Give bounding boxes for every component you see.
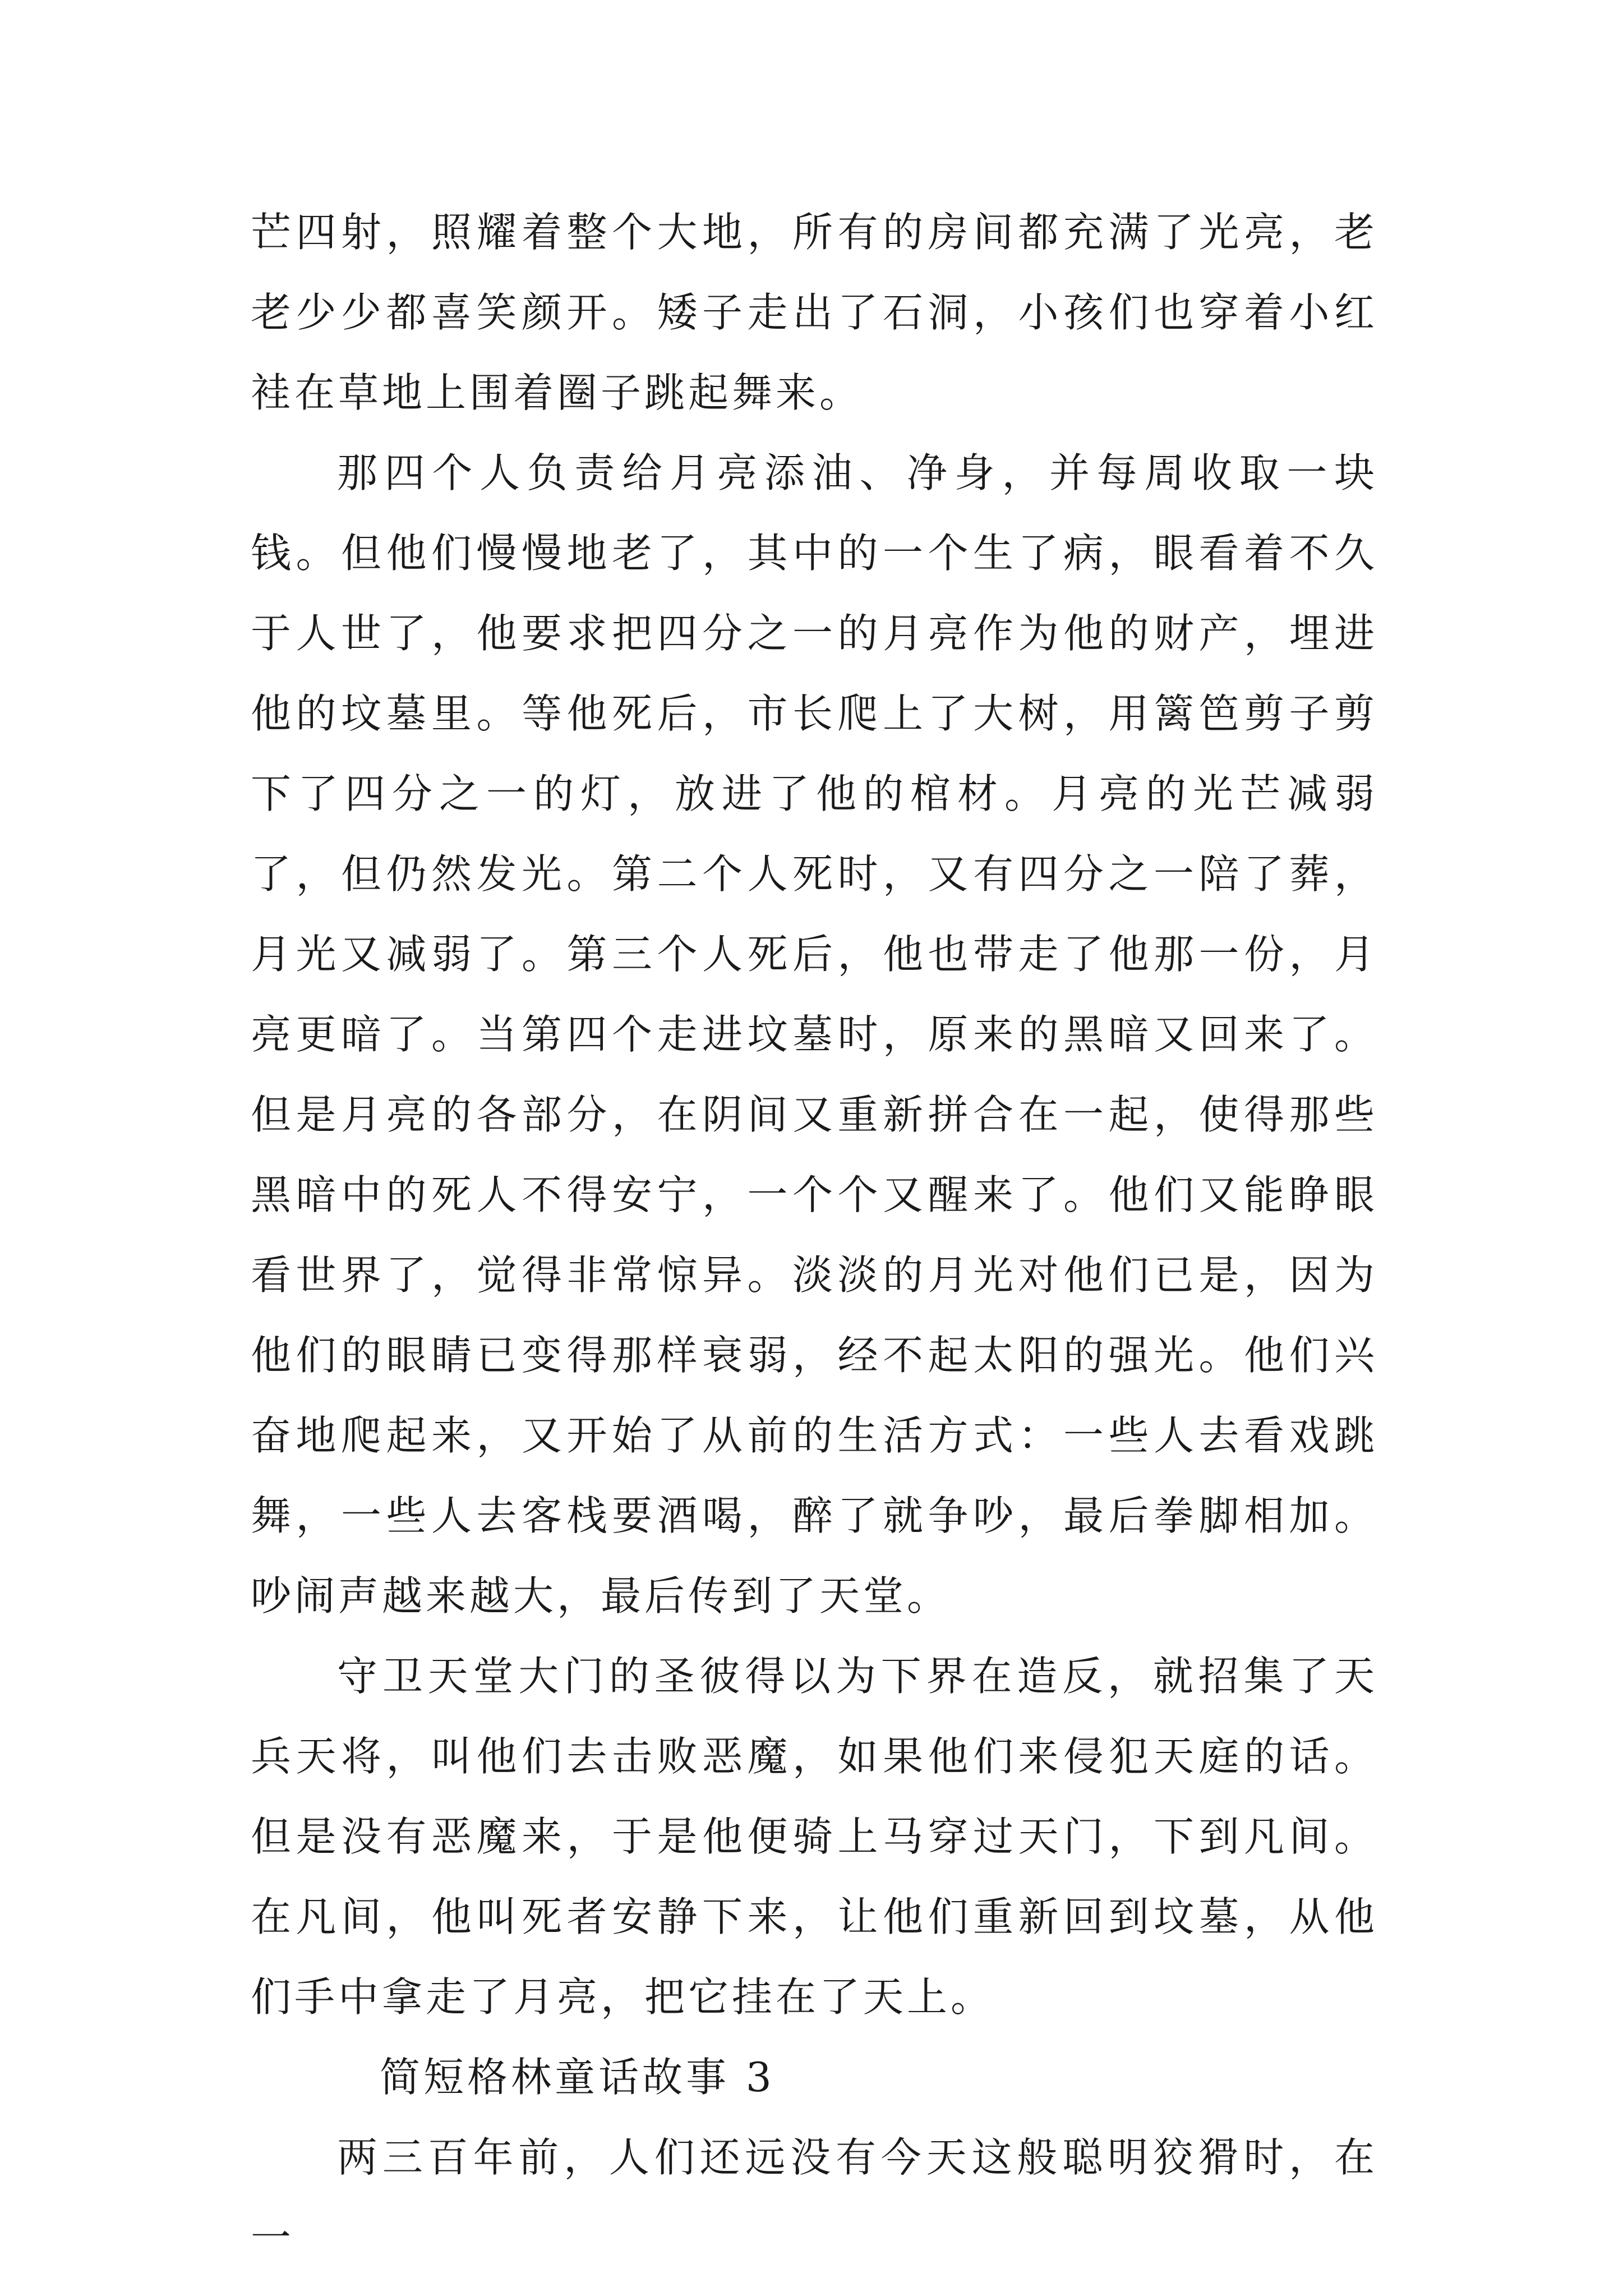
section-heading: 简短格林童话故事 3 (380, 2054, 775, 2101)
document-body (251, 192, 1378, 2278)
paragraph-3: 守卫天堂大门的圣彼得以为下界在造反，就招集了天兵天将，叫他们去击败恶魔，如果他们来侵犯天庭的话。但是没有恶魔来，于是他便骑上马穿过天门，下到凡间。在凡间，他叫死者安静下来，让他们重新回到坟墓，从他们手中拿走了月亮，把它挂在了天上。 (251, 1653, 1378, 2021)
paragraph-1: 芒四射，照耀着整个大地，所有的房间都充满了光亮，老老少少都喜笑颜开。矮子走出了石洞，小孩们也穿着小红袿在草地上围着圈子跳起舞来。 (251, 209, 1378, 416)
paragraph-2: 那四个人负责给月亮添油、净身，并每周收取一块钱。但他们慢慢地老了，其中的一个生了病，眼看着不久于人世了，他要求把四分之一的月亮作为他的财产，埋进他的坟墓里。等他死后，市长爬上了大树，用篱笆剪子剪下了四分之一的灯，放进了他的棺材。月亮的光芒减弱了，但仍然发光。第二个人死时，又有四分之一陪了葬，月光又减弱了。第三个人死后，他也带走了他那一份，月亮更暗了。当第四个走进坟墓时，原来的黑暗又回来了。但是月亮的各部分，在阴间又重新拼合在一起，使得那些黑暗中的死人不得安宁，一个个又醒来了。他们又能睁眼看世界了，觉得非常惊异。淡淡的月光对他们已是，因为他们的眼睛已变得那样衰弱，经不起太阳的强光。他们兴奋地爬起来，又开始了从前的生活方式：一些人去看戏跳舞，一些人去客栈要酒喝，醉了就争吵，最后拳脚相加。吵闹声越来越大，最后传到了天堂。 (251, 449, 1378, 1619)
paragraph-4: 两三百年前，人们还远没有今天这般聪明狡猾时，在一 (251, 2134, 1378, 2261)
